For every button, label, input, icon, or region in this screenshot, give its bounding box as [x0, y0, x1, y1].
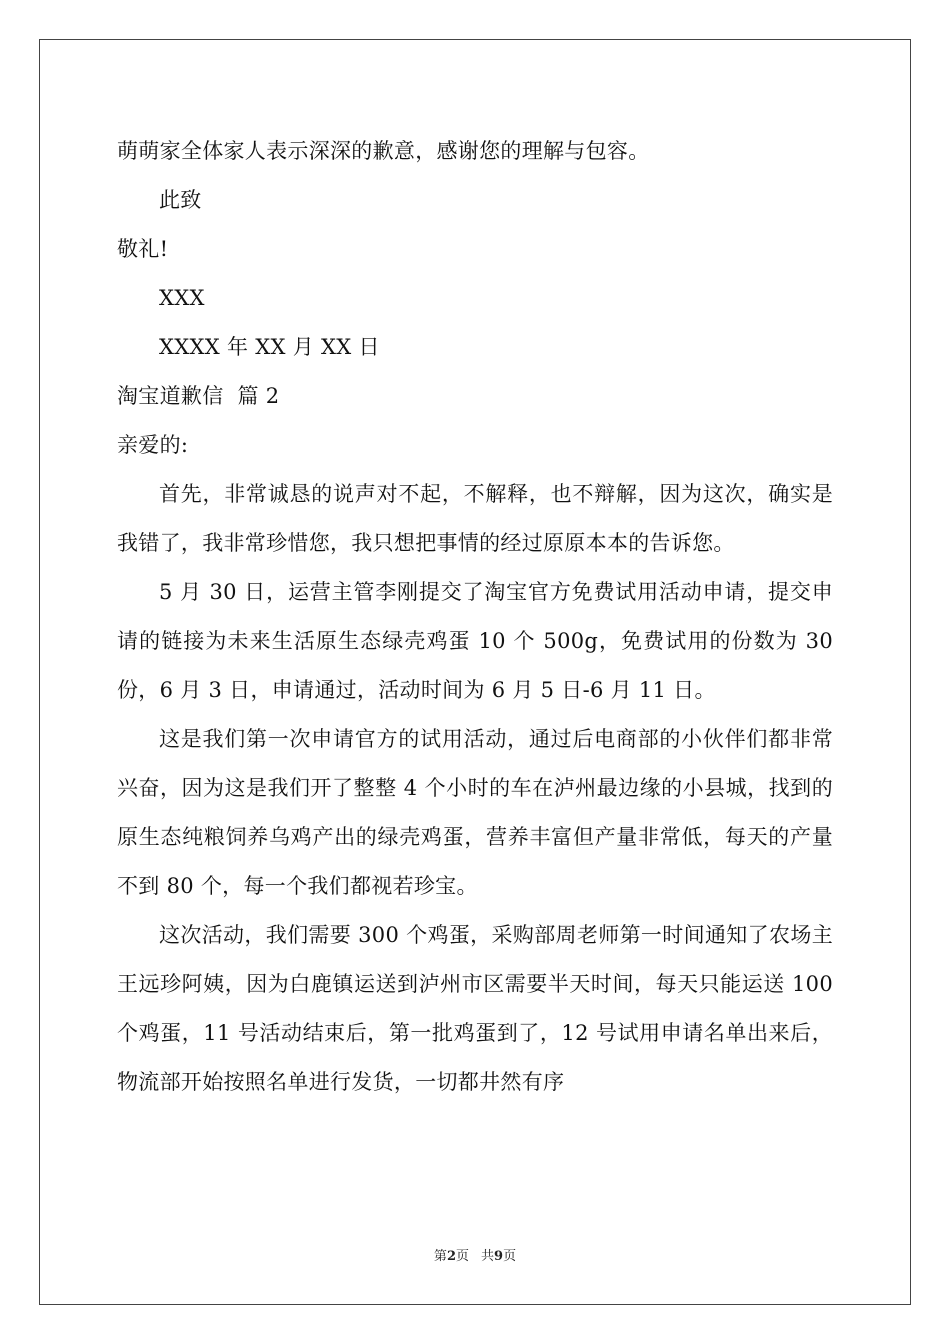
salutation-closing: 此致 — [159, 188, 202, 212]
paragraph: 首先，非常诚恳的说声对不起，不解释，也不辩解，因为这次，确实是我错了，我非常珍惜您，我只想把事情的经过原原本本的告诉您。 — [117, 482, 833, 555]
footer-page-unit: 页 — [455, 1249, 469, 1264]
document-body — [117, 127, 833, 1107]
footer-total-unit: 页 — [503, 1249, 517, 1264]
footer-prefix: 第 — [433, 1249, 447, 1264]
greeting: 亲爱的: — [117, 433, 189, 457]
signature: XXX — [159, 286, 205, 310]
footer-total-prefix: 共 — [481, 1249, 495, 1264]
closing-line: 萌萌家全体家人表示深深的歉意，感谢您的理解与包容。 — [117, 139, 650, 163]
paragraph: 5 月 30 日，运营主管李刚提交了淘宝官方免费试用活动申请，提交申请的链接为未来生活原生态绿壳鸡蛋 10 个 500g，免费试用的份数为 30 份，6 月 3 日，申请通过，活动时间为 6 月 5 日-6 月 11 日。 — [117, 580, 833, 702]
paragraph: 这次活动，我们需要 300 个鸡蛋，采购部周老师第一时间通知了农场主王远珍阿姨，因为白鹿镇运送到泸州市区需要半天时间，每天只能运送 100 个鸡蛋，11 号活动结束后，第一批鸡蛋到了，12 号试用申请名单出来后，物流部开始按照名单进行发货，一切都井然有序 — [117, 923, 833, 1094]
paragraph: 这是我们第一次申请官方的试用活动，通过后电商部的小伙伴们都非常兴奋，因为这是我们开了整整 4 个小时的车在泸州最边缘的小县城，找到的原生态纯粮饲养乌鸡产出的绿壳鸡蛋，营养丰富但产量非常低，每天的产量不到 80 个，每一个我们都视若珍宝。 — [117, 727, 833, 898]
page-number: 2 — [446, 1249, 456, 1264]
date-line: XXXX 年 XX 月 XX 日 — [159, 335, 380, 359]
page-footer — [0, 1245, 950, 1264]
section-title: 淘宝道歉信 篇 2 — [117, 384, 280, 408]
regards: 敬礼! — [117, 237, 169, 261]
total-pages: 9 — [494, 1249, 504, 1264]
